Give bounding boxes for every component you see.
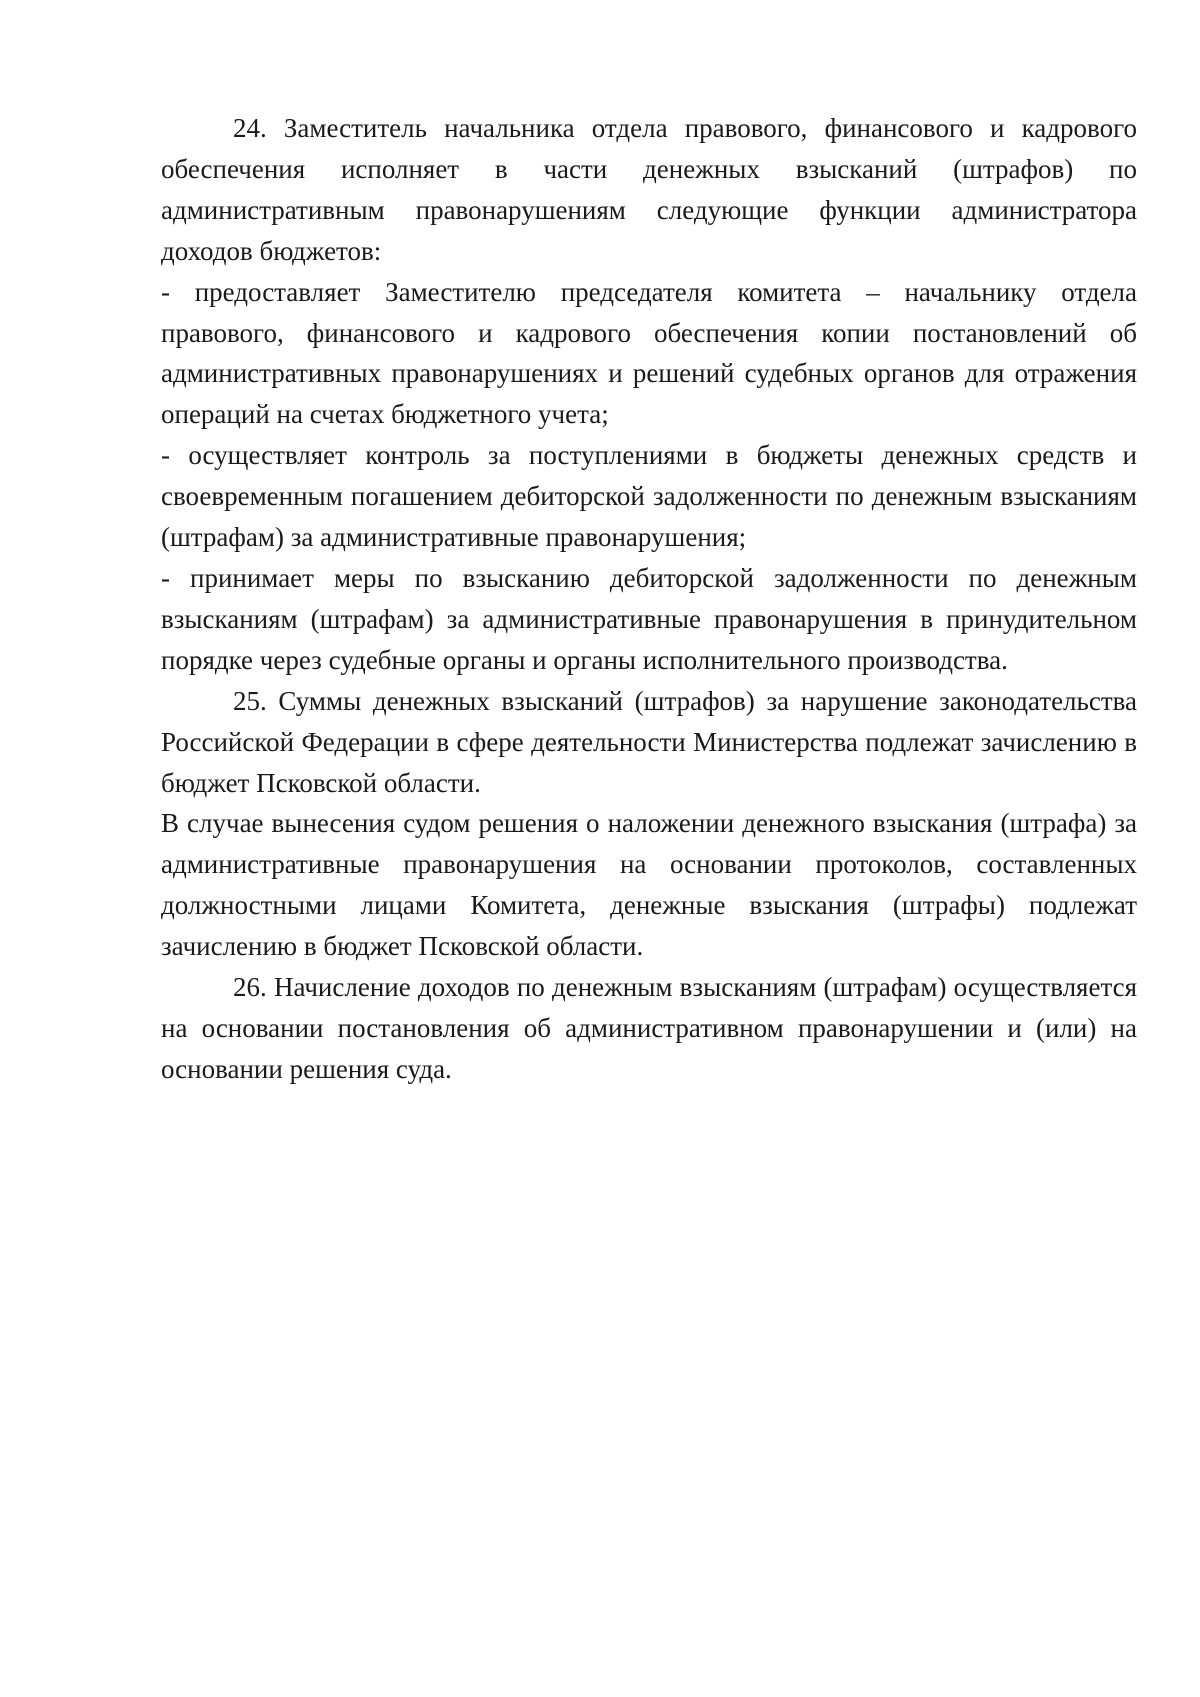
paragraph-24: 24. Заместитель начальника отдела правового, финансового и кадрового обеспечения исполняет в части денежных взысканий (штрафов) по административным правонарушениям следующие функции администратора доходов бюджетов: [161, 113, 1137, 266]
list-item-debt-recovery: - принимает меры по взысканию дебиторской задолженности по денежным взысканиям (штрафам) за административные правонарушения в принудительном порядке через судебные органы и органы исполнительного производства. [161, 562, 1137, 675]
paragraph-25-court-decision: В случае вынесения судом решения о наложении денежного взыскания (штрафа) за административные правонарушения на основании протоколов, составленных должностными лицами Комитета, денежные взыскания (штрафы) подлежат зачислению в бюджет Псковской области. [161, 808, 1137, 962]
paragraph-26: 26. Начисление доходов по денежным взысканиям (штрафам) осуществляется на основании постановления об административном правонарушении и (или) на основании решения суда. [161, 972, 1137, 1084]
list-item-provide-copies: - предоставляет Заместителю председателя комитета – начальнику отдела правового, финансового и кадрового обеспечения копии постановлений об административных правонарушениях и решений судебных органов для отражения операций на счетах бюджетного учета; [161, 276, 1137, 430]
list-item-control-receipts: - осуществляет контроль за поступлениями в бюджеты денежных средств и своевременным погашением дебиторской задолженности по денежным взысканиям (штрафам) за административные правонарушения; [161, 440, 1137, 553]
document-body [161, 108, 1137, 1090]
paragraph-25: 25. Суммы денежных взысканий (штрафов) за нарушение законодательства Российской Федерации в сфере деятельности Министерства подлежат зачислению в бюджет Псковской области. [161, 685, 1137, 798]
